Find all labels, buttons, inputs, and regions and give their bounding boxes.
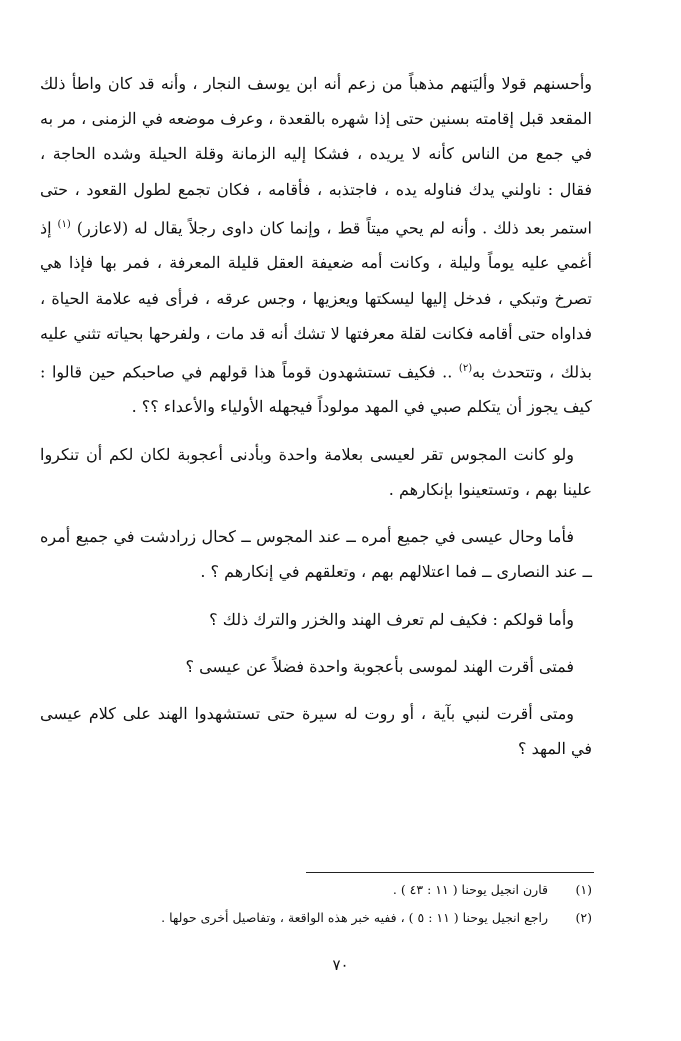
paragraph-1-text-continued: إذ أغمي عليه يوماً وليلة ، وكانت أمه ضعيفة العقل قليلة المعرفة ، فمر بها فإذا هي تصرخ وتبكي ، فدخل إليها ليسكتها ويعزيها ، وجس عرقه ، فرأى فيه علامة الحياة ، فداواه حتى أقامه فكانت لقلة معرفتها لا تشك أنه قد مات ، ولفرحها بحياته تثني عليه بذلك ، وتتحدث به	[40, 218, 593, 382]
footnote-ref-1: (١)	[57, 218, 71, 230]
paragraph-4: وأما قولكم : فكيف لم تعرف الهند والخزر والترك ذلك ؟	[209, 609, 574, 629]
footnote-2-number: (٢)	[575, 910, 592, 925]
footnote-separator	[306, 872, 594, 873]
paragraph-1	[40, 66, 592, 425]
paragraph-2: ولو كانت المجوس تقر لعيسى بعلامة واحدة وبأدنى أعجوبة لكان لكم أن تنكروا علينا بهم ، وتستعينوا بإنكارهم .	[40, 444, 592, 499]
paragraph-1-text-end: .. فكيف تستشهدون قوماً هذا قولهم في صاحبكم حين قالوا : كيف يجوز أن يتكلم صبي في المهد مولوداً فيجهله الأولياء والأعداء ؟؟ .	[40, 362, 592, 417]
footnote-2	[40, 904, 592, 932]
footnote-ref-2: (٢)	[458, 362, 473, 374]
footnote-1-number: (١)	[575, 882, 592, 897]
paragraph-1-text: وأحسنهم قولا وأليَنهم مذهباً من زعم أنه ابن يوسف النجار ، وأنه قد كان واطأ ذلك المقعد قبل إقامته بسنين حتى إذا شهره بالقعدة ، وعرف موضعه في الزمنى ، مر به في جمع من الناس كأنه لا يريده ، فشكا إليه الزمانة وقلة الحيلة وشده الحاجة ، فقال : ناولني يدك فناوله يده ، فاجتذبه ، فأقامه ، فكان تجمع لطول القعود ، حتى استمر بعد ذلك . وأنه لم يحي ميتاً قط ، وإنما كان داوى رجلاً يقال له (لاعازر)	[40, 74, 593, 238]
main-text	[40, 66, 592, 766]
footnote-1-text: قارن انجيل يوحنا ( ١١ : ٤٣ ) .	[392, 882, 548, 897]
paragraph-6: ومتى أقرت لنبي بآية ، أو روت له سيرة حتى تستشهدوا الهند على كلام عيسى في المهد ؟	[40, 703, 592, 759]
paragraph-3: فأما وحال عيسى في جميع أمره ــ عند المجوس ــ كحال زرادشت في جميع أمره ــ عند النصارى ــ فما اعتلالهم بهم ، وتعلقهم في إنكارهم ؟ .	[40, 527, 592, 582]
footnote-2-text: راجع انجيل يوحنا ( ١١ : ٥ ) ، ففيه خبر هذه الواقعة ، وتفاصيل أخرى حولها .	[161, 910, 548, 925]
footnote-1	[40, 876, 592, 904]
footnotes	[40, 876, 592, 932]
paragraph-5: فمتى أقرت الهند لموسى بأعجوبة واحدة فضلاً عن عيسى ؟	[185, 656, 574, 676]
page-number: ٧٠	[332, 956, 349, 974]
